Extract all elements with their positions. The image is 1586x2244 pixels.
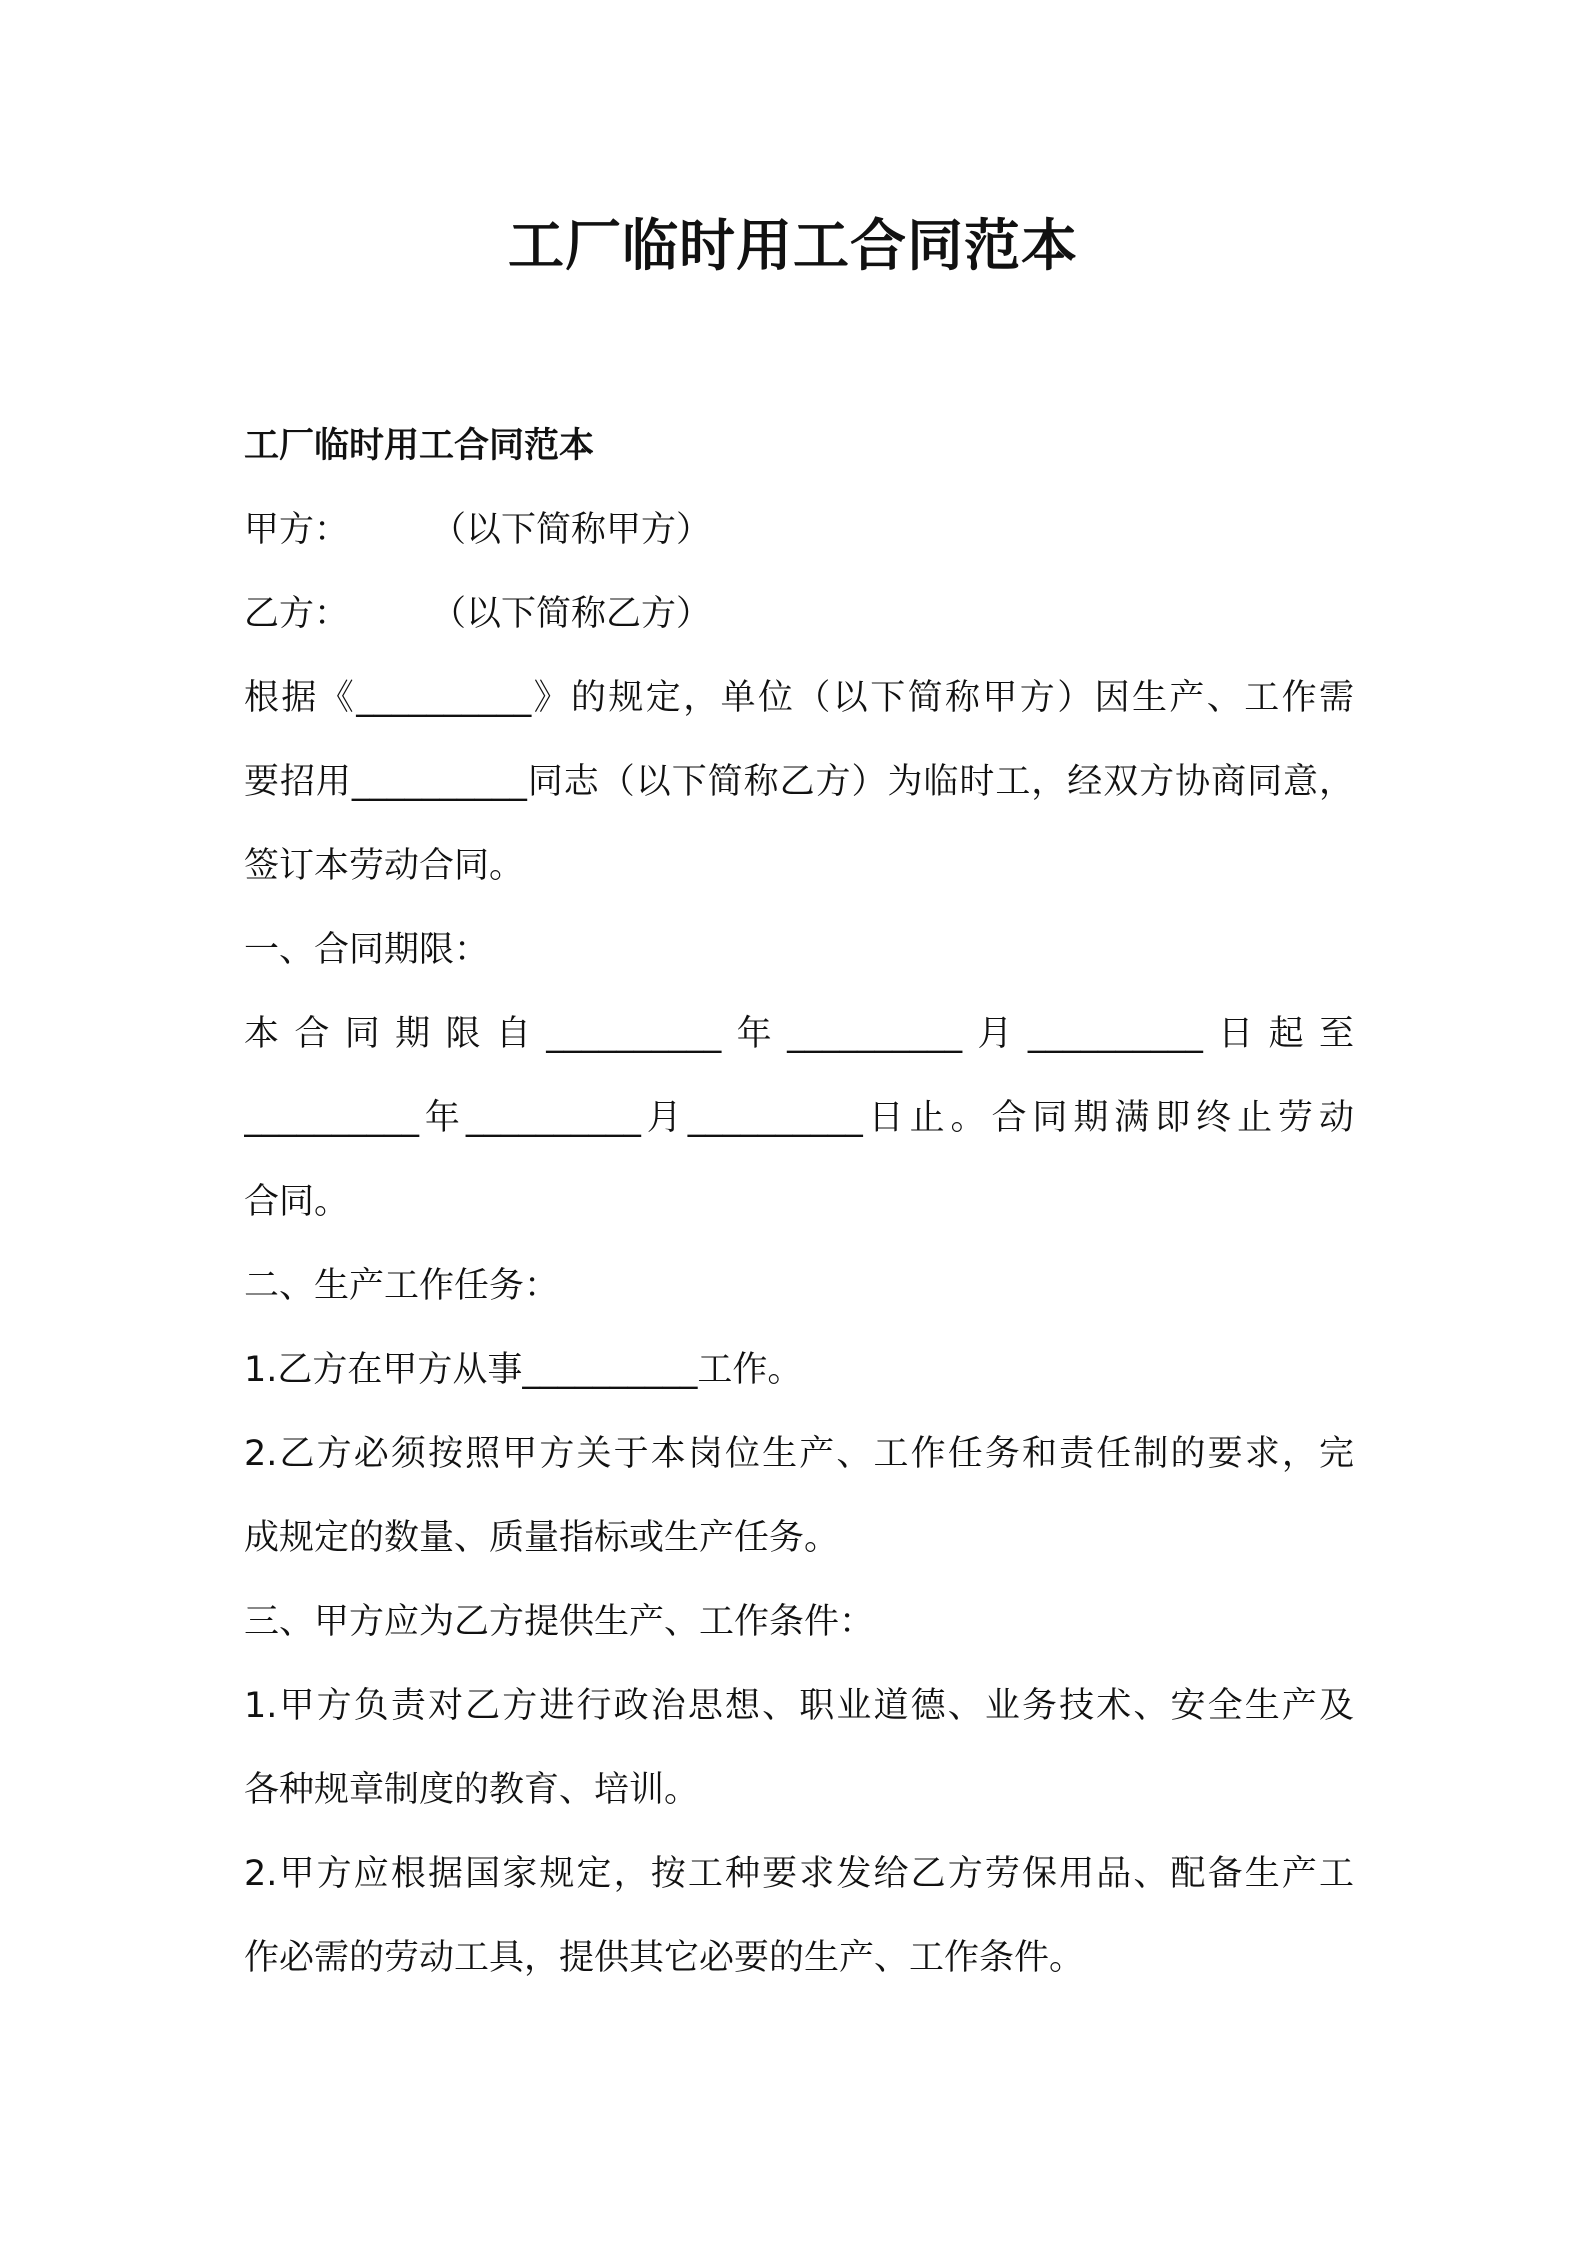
paragraph-line: 2.乙方必须按照甲方关于本岗位生产、工作任务和责任制的要求，完 <box>244 1434 1354 1474</box>
party-a-label: 甲方： <box>244 510 350 550</box>
section-heading: 一、合同期限： <box>244 930 490 970</box>
paragraph-line: 成规定的数量、质量指标或生产任务。 <box>244 1518 840 1558</box>
paragraph-line: 签订本劳动合同。 <box>244 846 525 886</box>
paragraph-line: 作必需的劳动工具，提供其它必要的生产、工作条件。 <box>244 1938 1085 1978</box>
subtitle-line: 工厂临时用工合同范本 <box>244 426 595 466</box>
party-b-line <box>244 572 1354 656</box>
document-body <box>244 404 1354 2000</box>
section-heading: 二、生产工作任务： <box>244 1266 560 1306</box>
paragraph-line: 1.甲方负责对乙方进行政治思想、职业道德、业务技术、安全生产及 <box>244 1686 1354 1726</box>
party-b-label: 乙方： <box>244 594 350 634</box>
paragraph-line: 各种规章制度的教育、培训。 <box>244 1770 700 1810</box>
paragraph-line: __________年__________月__________日止。合同期满即终止劳动 <box>244 1098 1354 1138</box>
paragraph-line: 1.乙方在甲方从事__________工作。 <box>244 1350 803 1390</box>
paragraph-line: 合同。 <box>244 1182 350 1222</box>
paragraph-line: 要招用__________同志（以下简称乙方）为临时工，经双方协商同意， <box>244 762 1354 802</box>
party-a-note: （以下简称甲方） <box>431 510 712 550</box>
paragraph-line: 本合同期限自__________年__________月__________日起至 <box>244 1014 1354 1054</box>
document-title: 工厂临时用工合同范本 <box>508 214 1078 279</box>
paragraph-line: 根据《__________》的规定，单位（以下简称甲方）因生产、工作需 <box>244 678 1354 718</box>
section-heading: 三、甲方应为乙方提供生产、工作条件： <box>244 1602 875 1642</box>
party-b-note: （以下简称乙方） <box>431 594 712 634</box>
party-a-line <box>244 488 1354 572</box>
paragraph-line: 2.甲方应根据国家规定，按工种要求发给乙方劳保用品、配备生产工 <box>244 1854 1354 1894</box>
